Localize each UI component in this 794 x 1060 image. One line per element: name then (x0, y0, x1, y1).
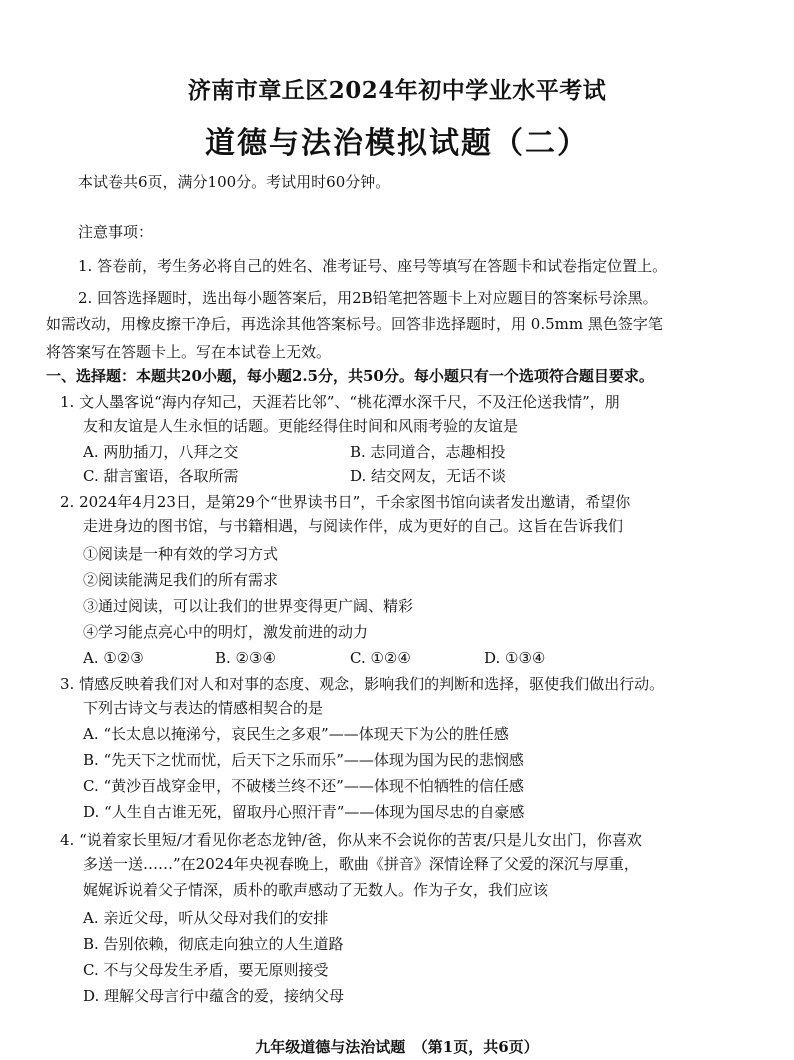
q2-statement-4: ④学习能点亮心中的明灯，激发前进的动力 (83, 623, 369, 641)
q2-stem-line-1: 2. 2024年4月23日，是第29个“世界读书日”，千余家图书馆向读者发出邀请，希望你 (60, 493, 631, 511)
exam-subtitle: 道德与法治模拟试题（二） (205, 126, 589, 161)
q1-option-b: B. 志同道合，志趣相投 (350, 443, 506, 461)
q3-stem-line-1: 3. 情感反映着我们对人和对事的态度、观念，影响我们的判断和选择，驱使我们做出行动。 (60, 675, 665, 693)
q2-statement-1: ①阅读是一种有效的学习方式 (83, 545, 279, 563)
q4-option-c: C. 不与父母发生矛盾，要无原则接受 (83, 961, 329, 979)
intro-text: 本试卷共6页，满分100分。考试用时60分钟。 (78, 173, 391, 191)
section-heading: 一、选择题：本题共20小题，每小题2.5分，共50分。每小题只有一个选项符合题目要求。 (46, 367, 654, 385)
notice-heading: 注意事项： (78, 223, 154, 241)
q2-option-d: D. ①③④ (484, 649, 546, 667)
q2-statement-2: ②阅读能满足我们的所有需求 (83, 571, 279, 589)
q2-option-b: B. ②③④ (215, 649, 276, 667)
q4-option-b: B. 告别依赖，彻底走向独立的人生道路 (83, 935, 344, 953)
notice-item-2-line-2: 如需改动，用橡皮擦干净后，再选涂其他答案标号。回答非选择题时，用 0.5mm 黑色签字笔 (46, 315, 663, 333)
exam-title: 济南市章丘区2024年初中学业水平考试 (187, 77, 607, 104)
q4-option-a: A. 亲近父母，听从父母对我们的安排 (83, 909, 329, 927)
q1-option-d: D. 结交网友，无话不谈 (350, 467, 507, 485)
q1-option-a: A. 两肋插刀，八拜之交 (83, 443, 239, 461)
q3-option-c: C. “黄沙百战穿金甲，不破楼兰终不还”——体现不怕牺牲的信任感 (83, 777, 524, 795)
q3-option-d: D. “人生自古谁无死，留取丹心照汗青”——体现为国尽忠的自豪感 (83, 803, 525, 821)
q2-statement-3: ③通过阅读，可以让我们的世界变得更广阔、精彩 (83, 597, 414, 615)
q1-stem-line-2: 友和友谊是人生永恒的话题。更能经得住时间和风雨考验的友谊是 (83, 417, 519, 435)
q2-option-a: A. ①②③ (83, 649, 144, 667)
notice-item-1: 1. 答卷前，考生务必将自己的姓名、准考证号、座号等填写在答题卡和试卷指定位置上。 (78, 257, 668, 275)
page-footer: 九年级道德与法治试题 （第1页，共6页） (255, 1038, 539, 1056)
q3-option-a: A. “长太息以掩涕兮，哀民生之多艰”——体现天下为公的胜任感 (83, 725, 509, 743)
q4-stem-line-3: 娓娓诉说着父子情深，质朴的歌声感动了无数人。作为子女，我们应该 (83, 881, 549, 899)
q1-stem-line-1: 1. 文人墨客说“海内存知己，天涯若比邻”、“桃花潭水深千尺，不及汪伦送我情”，朋 (60, 393, 620, 411)
q1-option-c: C. 甜言蜜语，各取所需 (83, 467, 239, 485)
q2-stem-line-2: 走进身边的图书馆，与书籍相遇，与阅读作伴，成为更好的自己。这旨在告诉我们 (83, 517, 624, 535)
q4-stem-line-2: 多送一送……”在2024年央视春晚上，歌曲《拼音》深情诠释了父爱的深沉与厚重， (83, 855, 639, 873)
notice-item-2-line-3: 将答案写在答题卡上。写在本试卷上无效。 (46, 343, 332, 361)
notice-item-2-line-1: 2. 回答选择题时，选出每小题答案后，用2B铅笔把答题卡上对应题目的答案标号涂黑。 (78, 289, 658, 307)
q4-option-d: D. 理解父母言行中蕴含的爱，接纳父母 (83, 987, 345, 1005)
q4-stem-line-1: 4. “说着家长里短/才看见你老态龙钟/爸，你从来不会说你的苦衷/只是儿女出门，你喜欢 (60, 831, 642, 849)
q3-option-b: B. “先天下之忧而忧，后天下之乐而乐”——体现为国为民的悲悯感 (83, 751, 524, 769)
q3-stem-line-2: 下列古诗文与表达的情感相契合的是 (83, 699, 324, 717)
q2-option-c: C. ①②④ (350, 649, 411, 667)
